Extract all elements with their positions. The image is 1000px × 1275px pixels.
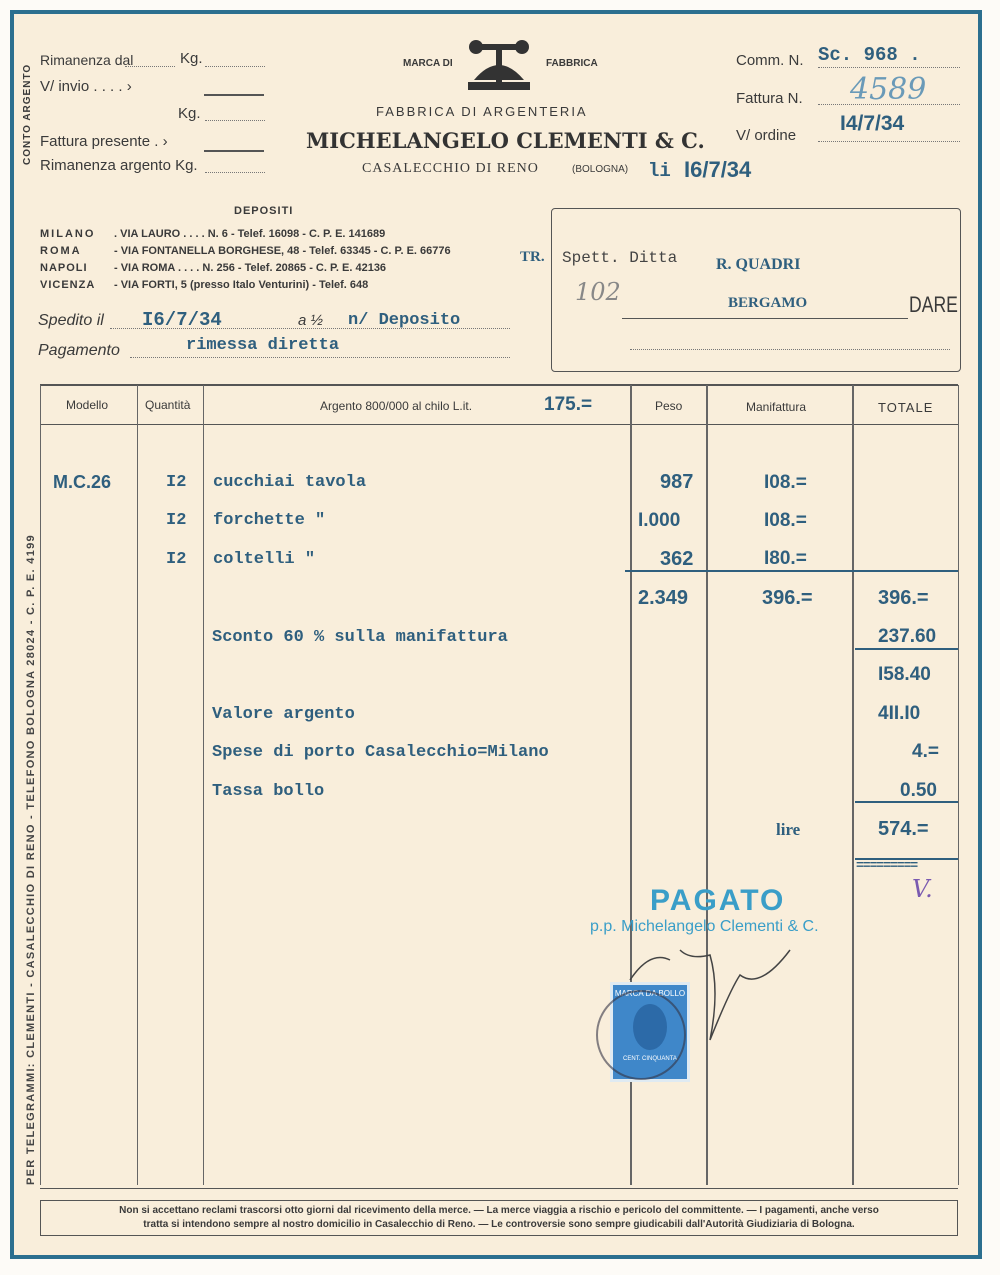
- valore-argento-line: Valore argento: [212, 705, 355, 724]
- lire-total: 574.=: [878, 818, 929, 840]
- col-manifattura: Manifattura: [746, 400, 807, 414]
- qty-cell: I2: [166, 473, 187, 492]
- manif-cell: I08.=: [764, 510, 807, 531]
- ordine-date: I4/7/34: [840, 112, 905, 135]
- manif-cell: I80.=: [764, 548, 807, 569]
- ordine-label: V/ ordine: [736, 127, 797, 144]
- pp-stamp: p.p. Michelangelo Clementi & C.: [590, 918, 819, 935]
- spedito-date: I6/7/34: [142, 309, 222, 331]
- dare-label: DARE: [909, 292, 958, 317]
- fabbrica-label: FABBRICA: [546, 58, 598, 69]
- col-modello: Modello: [66, 398, 109, 412]
- modello-cell: M.C.26: [53, 472, 112, 492]
- kg-label: Kg.: [180, 50, 203, 67]
- tassa-bollo-amount: 0.50: [900, 780, 937, 801]
- qty-cell: I2: [166, 511, 187, 530]
- invoice-date: I6/7/34: [684, 157, 752, 182]
- double-underline: =========: [856, 858, 918, 873]
- peso-subtotal: 2.349: [638, 587, 689, 609]
- col-argento: Argento 800/000 al chilo L.it.: [320, 399, 473, 413]
- recipient-name: R. QUADRI: [716, 256, 801, 273]
- deposito-city: MILANO: [40, 228, 96, 240]
- rimanenza-argento-label: Rimanenza argento Kg.: [40, 157, 198, 174]
- col-totale: TOTALE: [878, 400, 934, 415]
- footer-terms: [40, 1200, 958, 1236]
- li-label: li: [648, 160, 671, 182]
- fattura-number: 4589: [850, 72, 927, 107]
- deposito-address: - VIA ROMA . . . . N. 256 - Telef. 20865 - C. P. E. 42136: [114, 262, 387, 274]
- footer-line-2: tratta si intendono sempre al nostro domicilio in Casalecchio di Reno. — Le controversie sono sempre giudicabili dall'Autorità Giudiziaria di Bologna.: [143, 1219, 855, 1230]
- lire-label: lire: [776, 820, 801, 839]
- pagamento-label: Pagamento: [38, 342, 120, 359]
- subtitle: FABBRICA DI ARGENTERIA: [376, 104, 588, 119]
- fattura-label: Fattura N.: [736, 90, 803, 107]
- peso-cell: I.000: [638, 510, 681, 531]
- bollo-bottom-text: CENT. CINQUANTA: [623, 1056, 677, 1062]
- sconto-amount: 237.60: [878, 626, 937, 647]
- mezzo-value: n/ Deposito: [348, 311, 461, 330]
- manif-subtotal: 396.=: [762, 587, 813, 609]
- telegram-side-text: PER TELEGRAMMI: CLEMENTI - CASALECCHIO DI RENO - TELEFONO BOLOGNA 28024 - C. P. E. 4199: [25, 534, 37, 1185]
- deposito-address: . VIA LAURO . . . . N. 6 - Telef. 16098 - C. P. E. 141689: [114, 228, 386, 240]
- footer-line-1: Non si accettano reclami trascorsi otto giorni dal ricevimento della merce. — La merce viaggia a rischio e pericolo del committente. — I pagamenti, anche verso: [119, 1205, 879, 1216]
- valore-argento-amount: 4II.I0: [878, 703, 921, 724]
- tassa-bollo-line: Tassa bollo: [212, 782, 325, 801]
- manif-cell: I08.=: [764, 472, 807, 493]
- company-name: MICHELANGELO CLEMENTI & C.: [306, 128, 705, 153]
- v-invio-label: V/ invio . . . . ›: [40, 78, 132, 95]
- kg-label-2: Kg.: [178, 105, 201, 122]
- rimanenza-dal-label: Rimanenza dal: [40, 52, 134, 68]
- argento-price: 175.=: [544, 394, 593, 415]
- net-manifattura-amount: I58.40: [878, 664, 931, 685]
- tr-label: TR.: [520, 249, 545, 265]
- deposito-address: - VIA FONTANELLA BORGHESE, 48 - Telef. 63345 - C. P. E. 66776: [114, 245, 451, 257]
- province-label: (BOLOGNA): [572, 164, 629, 175]
- desc-cell: coltelli ": [213, 550, 316, 569]
- spedito-label: Spedito il: [38, 312, 104, 329]
- anvil-logo-icon: [466, 38, 532, 94]
- peso-cell: 987: [660, 471, 694, 493]
- deposito-city: NAPOLI: [40, 262, 88, 274]
- peso-cell: 362: [660, 548, 694, 570]
- qty-cell: I2: [166, 550, 187, 569]
- comm-label: Comm. N.: [736, 52, 804, 69]
- cancellation-postmark: [596, 990, 686, 1080]
- col-peso: Peso: [655, 399, 683, 413]
- deposito-address: - VIA FORTI, 5 (presso Italo Venturini) - Telef. 648: [114, 279, 369, 291]
- fattura-presente-label: Fattura presente . ›: [40, 133, 168, 150]
- col-quantita: Quantità: [145, 398, 191, 412]
- desc-cell: forchette ": [213, 511, 326, 530]
- pagamento-value: rimessa diretta: [186, 336, 340, 355]
- conto-argento-label: CONTO ARGENTO: [22, 63, 33, 165]
- deposito-city: ROMA: [40, 245, 82, 257]
- totale-subtotal: 396.=: [878, 587, 929, 609]
- city-label: CASALECCHIO DI RENO: [362, 161, 539, 176]
- pagato-stamp: PAGATO: [650, 884, 786, 917]
- a-mezzo-label: a ½: [298, 312, 324, 329]
- spese-porto-amount: 4.=: [912, 741, 939, 762]
- items-table: [40, 384, 958, 1189]
- check-mark: V.: [912, 875, 933, 903]
- deposito-city: VICENZA: [40, 279, 96, 291]
- comm-number: Sc. 968 .: [818, 44, 921, 66]
- spett-ditta-label: Spett. Ditta: [562, 249, 678, 267]
- sconto-line: Sconto 60 % sulla manifattura: [212, 628, 508, 647]
- marca-di-label: MARCA DI: [403, 58, 453, 69]
- handwritten-note: 102: [575, 278, 621, 306]
- desc-cell: cucchiai tavola: [213, 473, 367, 492]
- bollo-top-text: MARCA DA BOLLO: [614, 989, 686, 998]
- spese-porto-line: Spese di porto Casalecchio=Milano: [212, 743, 549, 762]
- depositi-title: DEPOSITI: [234, 205, 294, 217]
- recipient-city: BERGAMO: [728, 295, 808, 311]
